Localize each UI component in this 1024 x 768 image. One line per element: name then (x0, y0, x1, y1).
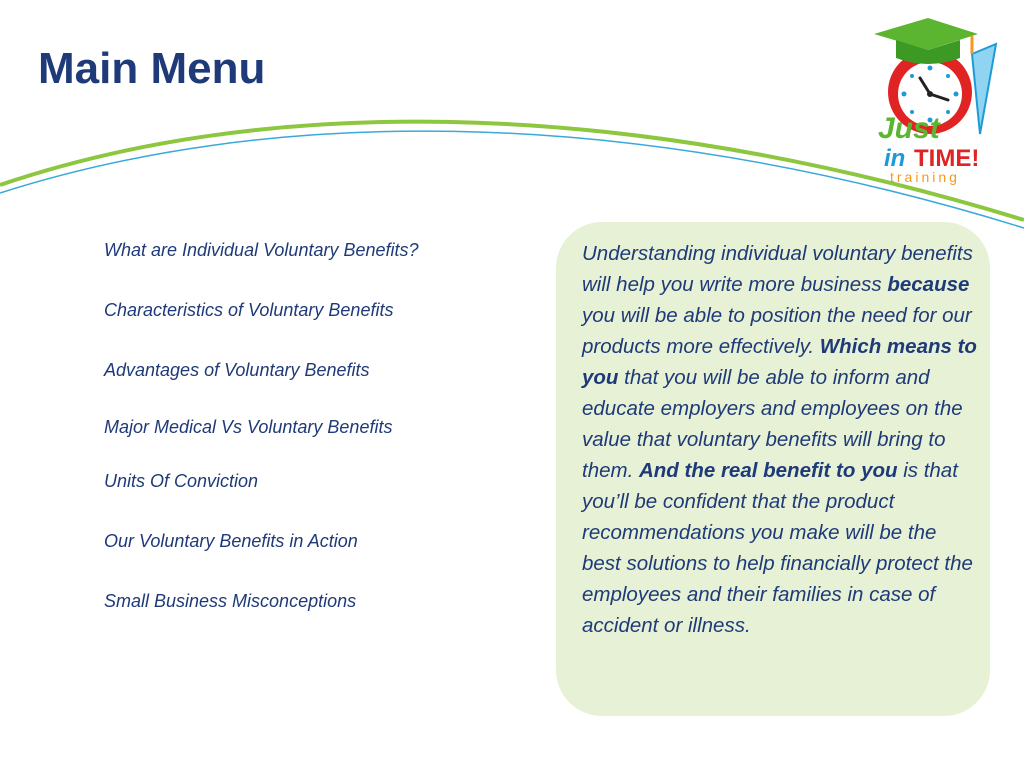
logo-text-in: in (884, 145, 906, 172)
menu-item-characteristics[interactable]: Characteristics of Voluntary Benefits (104, 300, 394, 320)
logo-text-just: Just (878, 112, 940, 145)
panel-bold-because: because (887, 273, 970, 296)
logo-text-training: training (890, 169, 960, 185)
panel-text-part-1: Understanding individual voluntary benefits will help you write more business (582, 242, 973, 296)
menu-item-small-business-misconceptions[interactable]: Small Business Misconceptions (104, 591, 357, 611)
panel-bold-which-means: Which means to you (582, 335, 977, 389)
just-in-time-training-logo (868, 14, 1008, 189)
menu-item-major-medical-vs-voluntary[interactable]: Major Medical Vs Voluntary Benefits (104, 417, 393, 437)
explanation-text (582, 238, 980, 641)
panel-bold-real-benefit: And the real benefit to you (638, 459, 898, 482)
menu-item-benefits-in-action[interactable]: Our Voluntary Benefits in Action (104, 531, 358, 551)
menu-item-individual-voluntary-benefits[interactable]: What are Individual Voluntary Benefits? (104, 240, 419, 260)
menu-item-advantages[interactable]: Advantages of Voluntary Benefits (104, 360, 370, 380)
menu-item-units-of-conviction[interactable]: Units Of Conviction (104, 471, 259, 491)
explanation-panel (556, 222, 990, 716)
page-title: Main Menu (38, 44, 266, 93)
logo-text-time: TIME! (914, 145, 980, 172)
panel-text-part-4: is that you’ll be confident that the product recommendations you make will be the best solutions to help financially protect the employees and their families in case of accident or illness. (582, 459, 973, 637)
panel-text-part-2: you will be able to position the need for our products more effectively. (582, 304, 972, 358)
panel-text-part-3: that you will be able to inform and educate employers and employees on the value that voluntary benefits will bring to them. (582, 366, 963, 482)
